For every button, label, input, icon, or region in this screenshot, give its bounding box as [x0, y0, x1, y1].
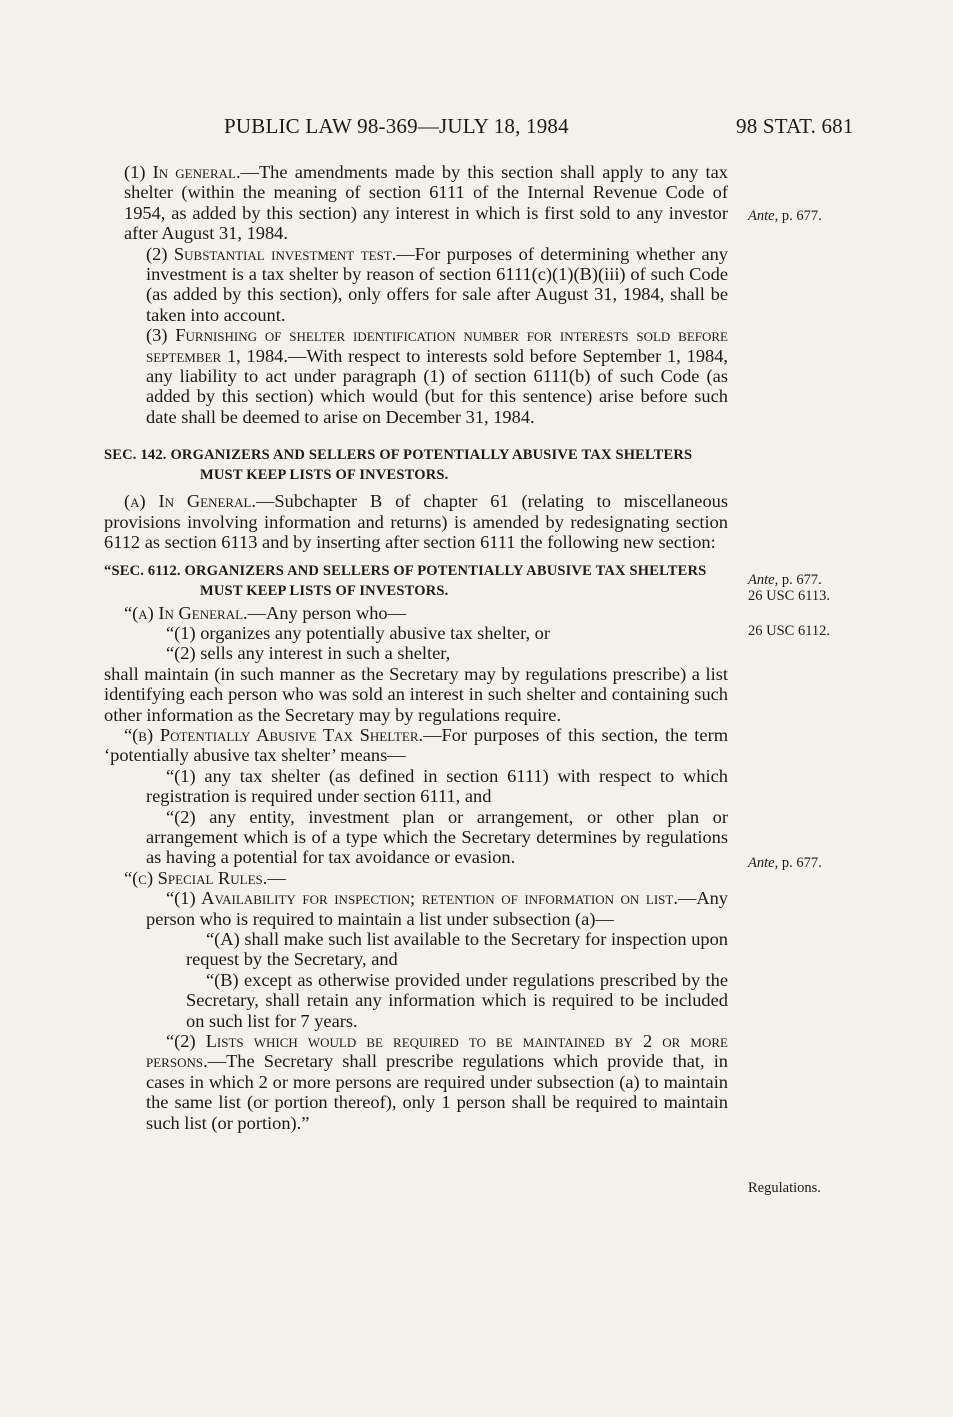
running-header-page: 98 STAT. 681	[736, 114, 854, 138]
section-6112-heading: “SEC. 6112. ORGANIZERS AND SELLERS OF POTENTIALLY ABUSIVE TAX SHELTERS MUST KEEP LISTS OF INVESTORS.	[104, 562, 707, 599]
subsection-a-1: “(1) organizes any potentially abusive tax shelter, or	[166, 622, 550, 643]
margin-note-26-usc-6112: 26 USC 6112.	[748, 623, 831, 639]
running-header-title: PUBLIC LAW 98-369—JULY 18, 1984	[224, 114, 569, 138]
subsection-c-1: “(1) Availability for inspection; retention of information on list.—Any person who is required to maintain a list under subsection (a)—	[146, 888, 728, 929]
subsection-c-2: “(2) Lists which would be required to be maintained by 2 or more persons.—The Secretary shall prescribe regulations which provide that, in cases in which 2 or more persons are required under subsection (a) to maintain the same list (or portion thereof), only 1 person shall be required to maintain such list (or portion).”	[146, 1031, 728, 1133]
margin-note-ante-677-a: Ante, p. 677.	[748, 208, 822, 224]
margin-note-ante-677-b: Ante, p. 677. 26 USC 6113.	[748, 572, 831, 604]
paragraph-1: (1) In general.—The amendments made by this section shall apply to any tax shelter (within the meaning of section 6111 of the Internal Revenue Code of 1954, as added by this section) any interest in which is first sold to any investor after August 31, 1984.	[124, 162, 728, 244]
subsection-a: “(a) In General.—Any person who—	[124, 602, 407, 623]
main-text	[104, 162, 728, 1133]
paragraph-3: (3) Furnishing of shelter identification number for interests sold before september 1, 1984.—With respect to interests sold before September 1, 1984, any liability to act under paragraph (1) of section 6111(b) of such Code (as added by this section) which would (but for this sentence) arise before such date shall be deemed to arise on December 31, 1984.	[146, 325, 728, 427]
subsection-c-1-A: “(A) shall make such list available to the Secretary for inspection upon request by the Secretary, and	[186, 929, 728, 970]
section-142-heading: SEC. 142. ORGANIZERS AND SELLERS OF POTENTIALLY ABUSIVE TAX SHELTERS MUST KEEP LISTS OF INVESTORS.	[104, 447, 693, 484]
subsection-a-2: “(2) sells any interest in such a shelter,	[166, 643, 451, 664]
section-142-a: (a) In General.—Subchapter B of chapter 61 (relating to miscellaneous provisions involving information and returns) is amended by redesignating section 6112 as section 6113 and by inserting after section 6111 the following new section:	[104, 491, 728, 553]
subsection-b-1: “(1) any tax shelter (as defined in section 6111) with respect to which registration is required under section 6111, and	[146, 765, 728, 807]
subsection-c-1-B: “(B) except as otherwise provided under regulations prescribed by the Secretary, shall retain any information which is required to be included on such list for 7 years.	[186, 969, 728, 1031]
subsection-a-continuation: shall maintain (in such manner as the Secretary may by regulations prescribe) a list identifying each person who was sold an interest in such shelter and containing such other information as the Secretary may by regulations require.	[104, 663, 728, 725]
subsection-b: “(b) Potentially Abusive Tax Shelter.—For purposes of this section, the term ‘potentially abusive tax shelter’ means—	[104, 724, 728, 766]
subsection-b-2: “(2) any entity, investment plan or arrangement, or other plan or arrangement which is of a type which the Secretary determines by regulations as having a potential for tax avoidance or evasion.	[146, 806, 728, 868]
subsection-c: “(c) Special Rules.—	[124, 867, 286, 888]
margin-note-ante-677-c: Ante, p. 677.	[748, 855, 822, 871]
paragraph-2: (2) Substantial investment test.—For purposes of determining whether any investment is a tax shelter by reason of section 6111(c)(1)(B)(iii) of such Code (as added by this section), only offers for sale after August 31, 1984, shall be taken into account.	[146, 243, 729, 325]
margin-note-regulations: Regulations.	[748, 1180, 821, 1196]
